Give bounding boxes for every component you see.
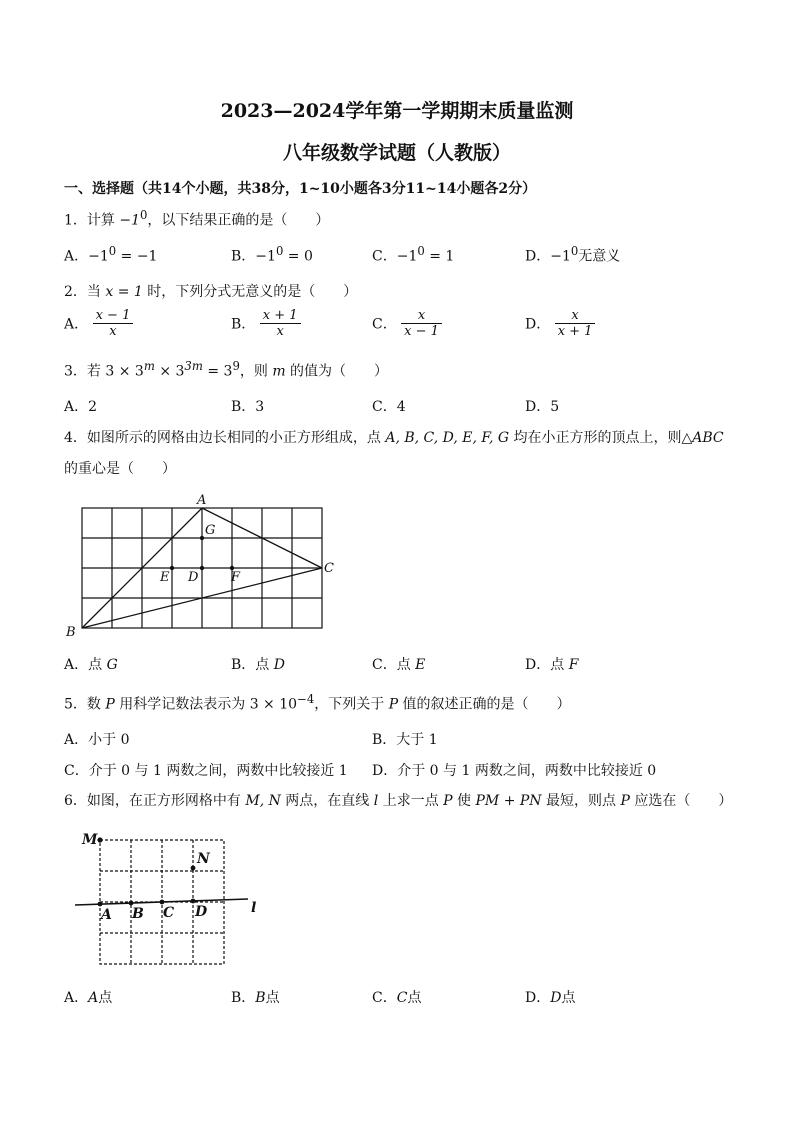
label-l: l bbox=[251, 900, 257, 916]
question-2-option-c[interactable]: C． $\frac{x}{x - 1}$ bbox=[372, 308, 442, 339]
question-6-option-a[interactable]: A．A点 bbox=[64, 990, 113, 1006]
section-heading: 一、选择题（共14个小题，共38分，1~10小题各3分11~14小题各2分） bbox=[64, 181, 537, 197]
label-C: C bbox=[324, 561, 334, 576]
question-1-option-d[interactable]: D．$-1^0$无意义 bbox=[525, 244, 621, 265]
label-C6: C bbox=[163, 905, 175, 921]
page-title: 2023—2024学年第一学期期末质量监测 bbox=[220, 100, 574, 122]
question-3-stem: 3．若 $3 \times 3^m \times 3^{3m} = 3^9$，则 m 的值为（ ） bbox=[64, 359, 389, 380]
question-4-option-d[interactable]: D．点 F bbox=[525, 657, 579, 673]
question-5-option-b[interactable]: B．大于 1 bbox=[372, 732, 438, 748]
question-4-stem-line2: 的重心是（ ） bbox=[64, 461, 176, 477]
label-N: N bbox=[197, 851, 210, 867]
label-D: D bbox=[188, 570, 199, 585]
question-3-option-c[interactable]: C．4 bbox=[372, 399, 406, 415]
question-3-option-d[interactable]: D．5 bbox=[525, 399, 560, 415]
question-6-option-b[interactable]: B．B点 bbox=[231, 990, 280, 1006]
label-F: F bbox=[231, 570, 241, 585]
question-1-stem: 1．计算 $-1^0$，以下结果正确的是（ ） bbox=[64, 208, 330, 229]
label-D6: D bbox=[195, 904, 208, 920]
question-4-option-c[interactable]: C．点 E bbox=[372, 657, 426, 673]
question-5-stem: 5．数 P 用科学记数法表示为 $3 \times 10^{-4}$，下列关于 P 值的叙述正确的是（ ） bbox=[64, 692, 571, 713]
question-4-option-b[interactable]: B．点 D bbox=[231, 657, 285, 673]
question-1-option-c[interactable]: C．$-1^0 = 1$ bbox=[372, 244, 455, 265]
question-6-option-d[interactable]: D．D点 bbox=[525, 990, 576, 1006]
question-1-option-b[interactable]: B．$-1^0 = 0$ bbox=[231, 244, 313, 265]
label-A: A bbox=[197, 493, 207, 508]
question-2-stem: 2．当 x = 1 时，下列分式无意义的是（ ） bbox=[64, 284, 358, 300]
question-4-option-a[interactable]: A．点 G bbox=[64, 657, 118, 673]
label-E: E bbox=[160, 570, 170, 585]
question-1-option-a[interactable]: A．$-1^0 = -1$ bbox=[64, 244, 158, 265]
question-2-option-d[interactable]: D． $\frac{x}{x + 1}$ bbox=[525, 308, 595, 339]
label-G: G bbox=[205, 523, 216, 538]
question-5-option-a[interactable]: A．小于 0 bbox=[64, 732, 130, 748]
label-M: M bbox=[82, 832, 98, 848]
question-5-option-d[interactable]: D．介于 0 与 1 两数之间，两数中比较接近 0 bbox=[372, 763, 657, 779]
question-5-option-c[interactable]: C．介于 0 与 1 两数之间，两数中比较接近 1 bbox=[64, 763, 348, 779]
question-2-option-a[interactable]: A． $\frac{x - 1}{x}$ bbox=[64, 308, 133, 339]
page-subtitle: 八年级数学试题（人教版） bbox=[282, 142, 511, 164]
question-3-option-a[interactable]: A．2 bbox=[64, 399, 98, 415]
question-3-option-b[interactable]: B．3 bbox=[231, 399, 265, 415]
question-2-option-b[interactable]: B． $\frac{x + 1}{x}$ bbox=[231, 308, 301, 339]
label-A6: A bbox=[101, 907, 112, 923]
question-6-stem: 6．如图，在正方形网格中有 M, N 两点，在直线 l 上求一点 P 使 PM + PN 最短，则点 P 应选在（ ） bbox=[64, 793, 733, 809]
label-B6: B bbox=[132, 906, 144, 922]
question-6-figure bbox=[70, 822, 270, 972]
label-B: B bbox=[66, 625, 76, 640]
question-4-stem-line1: 4．如图所示的网格由边长相同的小正方形组成，点 A, B, C, D, E, F, G 均在小正方形的顶点上，则△ABC bbox=[64, 430, 724, 446]
question-6-option-c[interactable]: C．C点 bbox=[372, 990, 422, 1006]
question-4-figure bbox=[60, 490, 350, 640]
